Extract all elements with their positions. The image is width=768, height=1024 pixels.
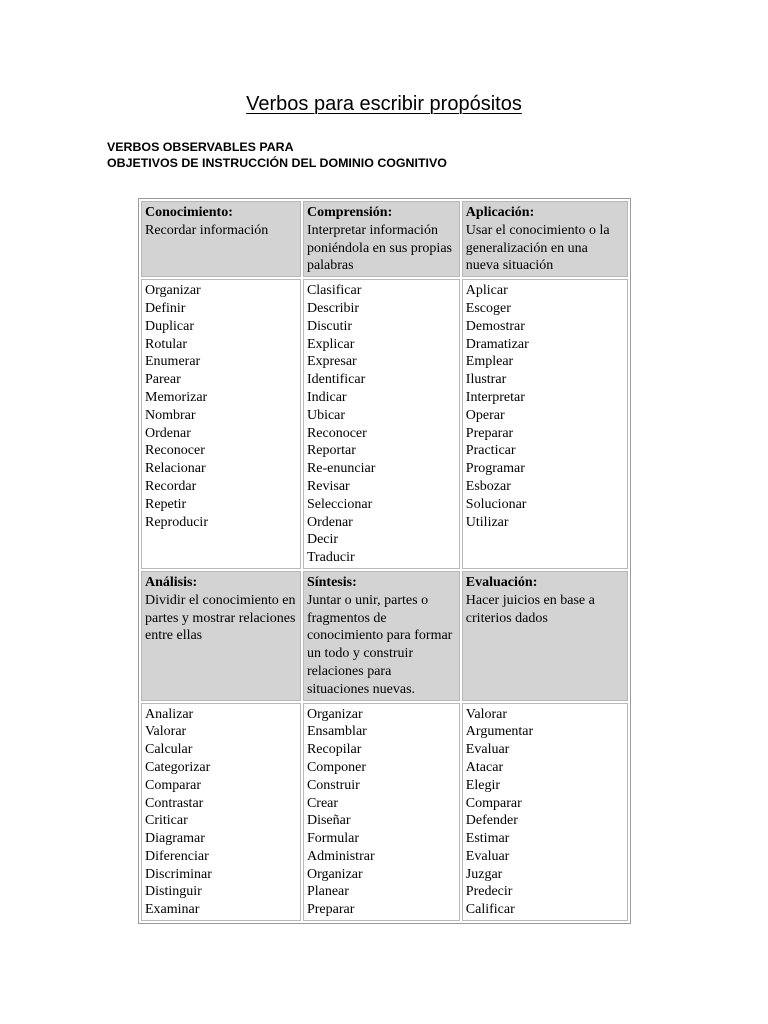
verbs-table <box>138 198 631 924</box>
verb-item: Calificar <box>465 902 515 918</box>
verb-item: Estimar <box>465 831 510 847</box>
verb-item: Expresar <box>306 354 357 370</box>
verb-item: Rotular <box>145 336 187 352</box>
page-title <box>0 91 768 117</box>
verb-item: Ordenar <box>145 425 191 441</box>
verb-item: Nombrar <box>145 407 196 423</box>
verb-item: Emplear <box>465 354 514 370</box>
verb-item: Enumerar <box>145 354 201 370</box>
verb-item: Preparar <box>465 425 514 441</box>
category-title: Análisis: <box>145 574 198 590</box>
verb-list-conocimiento <box>141 279 301 569</box>
category-description: Dividir el conocimiento en partes y mostrar relaciones entre ellas <box>145 592 296 644</box>
verb-item: Discriminar <box>145 866 212 882</box>
verb-item: Valorar <box>465 706 507 722</box>
category-title: Comprensión: <box>306 205 393 220</box>
verb-item: Explicar <box>306 336 355 352</box>
category-description: Juntar o unir, partes o fragmentos de conocimiento para formar un todo y construir relaciones para situaciones nuevas. <box>306 592 453 697</box>
verb-item: Recordar <box>145 478 197 494</box>
category-title: Conocimiento: <box>145 205 233 220</box>
verb-item: Administrar <box>306 848 375 864</box>
table-header-row <box>141 571 628 701</box>
verb-item: Aplicar <box>465 283 508 299</box>
header-cell-analisis <box>141 571 301 701</box>
header-cell-aplicacion <box>462 201 628 277</box>
verb-list-sintesis <box>303 703 460 922</box>
verb-item: Definir <box>145 300 186 316</box>
verb-item: Re-enunciar <box>306 461 376 477</box>
verb-item: Construir <box>306 777 360 793</box>
verb-item: Categorizar <box>145 759 211 775</box>
verb-item: Seleccionar <box>306 496 373 512</box>
category-description: Hacer juicios en base a criterios dados <box>465 592 595 626</box>
verb-item: Solucionar <box>465 496 527 512</box>
verb-item: Diagramar <box>145 831 205 847</box>
verb-item: Interpretar <box>465 389 525 405</box>
verb-item: Planear <box>306 884 349 900</box>
verb-item: Valorar <box>145 724 187 740</box>
verb-item: Diferenciar <box>145 848 209 864</box>
verb-item: Programar <box>465 461 525 477</box>
verb-item: Clasificar <box>306 283 362 299</box>
verb-item: Examinar <box>145 902 200 918</box>
category-description: Interpretar información poniéndola en sus propias palabras <box>306 222 452 274</box>
verb-item: Calcular <box>145 742 193 758</box>
verb-item: Organizar <box>306 866 363 882</box>
verb-item: Argumentar <box>465 724 534 740</box>
verb-item: Defender <box>465 813 518 829</box>
verb-item: Dramatizar <box>465 336 529 352</box>
header-cell-comprension <box>303 201 460 277</box>
verb-item: Analizar <box>145 706 194 722</box>
category-description: Usar el conocimiento o la generalización en una nueva situación <box>465 222 610 274</box>
verb-list-evaluacion <box>462 703 628 922</box>
table-verbs-row <box>141 703 628 922</box>
verb-item: Ilustrar <box>465 372 507 388</box>
verb-item: Ensamblar <box>306 724 367 740</box>
verb-item: Memorizar <box>145 389 208 405</box>
verb-item: Reportar <box>306 443 356 459</box>
verb-item: Operar <box>465 407 505 423</box>
verb-item: Predecir <box>465 884 513 900</box>
verb-item: Duplicar <box>145 318 194 334</box>
verb-item: Traducir <box>306 550 355 566</box>
verb-list-analisis <box>141 703 301 922</box>
verb-item: Relacionar <box>145 461 206 477</box>
verb-item: Indicar <box>306 389 347 405</box>
category-description: Recordar información <box>145 222 269 238</box>
verb-item: Comparar <box>465 795 522 811</box>
verb-item: Identificar <box>306 372 366 388</box>
verb-item: Contrastar <box>145 795 204 811</box>
verb-item: Crear <box>306 795 339 811</box>
verb-item: Comparar <box>145 777 201 793</box>
verb-item: Practicar <box>465 443 516 459</box>
verb-item: Ordenar <box>306 514 353 530</box>
verb-item: Atacar <box>465 759 504 775</box>
subtitle-line-2: OBJETIVOS DE INSTRUCCIÓN DEL DOMINIO COGNITIVO <box>107 155 447 170</box>
verb-item: Escoger <box>465 300 511 316</box>
verb-item: Reconocer <box>145 443 205 459</box>
category-title: Evaluación: <box>465 574 538 590</box>
verb-item: Esbozar <box>465 478 511 494</box>
verb-item: Ubicar <box>306 407 346 423</box>
verb-item: Diseñar <box>306 813 351 829</box>
table-verbs-row <box>141 279 628 569</box>
header-cell-evaluacion <box>462 571 628 701</box>
verb-list-aplicacion <box>462 279 628 569</box>
verb-item: Evaluar <box>465 848 510 864</box>
verb-item: Discutir <box>306 318 353 334</box>
verb-item: Reproducir <box>145 514 208 530</box>
verb-item: Componer <box>306 759 367 775</box>
verb-item: Parear <box>145 372 181 388</box>
verb-item: Juzgar <box>465 866 503 882</box>
verb-item: Organizar <box>145 283 201 299</box>
verb-item: Preparar <box>306 902 355 918</box>
category-title: Síntesis: <box>306 574 357 590</box>
verb-item: Distinguir <box>145 884 202 900</box>
verb-item: Evaluar <box>465 742 510 758</box>
verb-item: Formular <box>306 831 360 847</box>
verb-item: Demostrar <box>465 318 525 334</box>
subtitle <box>107 140 447 171</box>
header-cell-conocimiento <box>141 201 301 277</box>
verb-item: Revisar <box>306 478 350 494</box>
table-header-row <box>141 201 628 277</box>
verb-item: Describir <box>306 300 360 316</box>
category-title: Aplicación: <box>465 205 535 220</box>
page-title-text: Verbos para escribir propósitos <box>246 93 522 115</box>
subtitle-line-1: VERBOS OBSERVABLES PARA <box>107 140 294 154</box>
verb-item: Repetir <box>145 496 187 512</box>
verb-item: Utilizar <box>465 514 509 530</box>
verb-item: Decir <box>306 532 339 548</box>
header-cell-sintesis <box>303 571 460 701</box>
verb-item: Elegir <box>465 777 501 793</box>
verb-list-comprension <box>303 279 460 569</box>
verb-item: Organizar <box>306 706 363 722</box>
verb-item: Reconocer <box>306 425 367 441</box>
verb-item: Criticar <box>145 813 188 829</box>
verb-item: Recopilar <box>306 742 362 758</box>
